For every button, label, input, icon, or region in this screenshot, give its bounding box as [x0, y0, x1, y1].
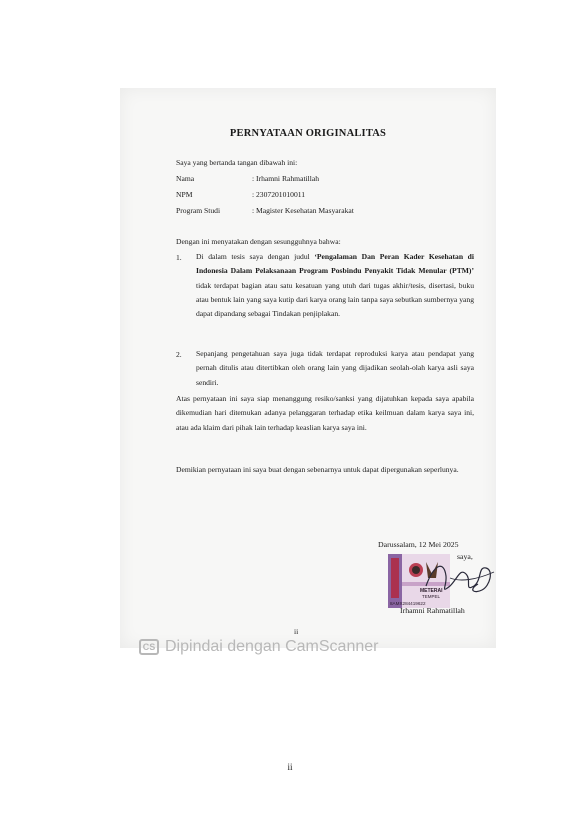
camscanner-logo-icon: CS	[139, 639, 159, 655]
handwritten-signature	[420, 556, 500, 600]
document-title: PERNYATAAN ORIGINALITAS	[229, 128, 387, 139]
place-date: Darussalam, 12 Mei 2025	[378, 540, 459, 549]
stamp-code: 8AMX284419622	[390, 601, 426, 606]
field-value: : 2307201010011	[252, 190, 306, 199]
field-label: NPM	[176, 190, 193, 199]
item-text: Di dalam tesis saya dengan judul	[196, 252, 315, 261]
intro-text: Saya yang bertanda tangan dibawah ini:	[176, 158, 298, 167]
signer-prefix: saya,	[457, 552, 473, 561]
item-number: 2.	[176, 350, 182, 359]
stamp-label: METERAI	[420, 588, 443, 594]
camscanner-watermark	[139, 636, 378, 658]
field-value: : Magister Kesehatan Masyarakat	[252, 206, 354, 215]
stamp-label: TEMPEL	[422, 594, 441, 599]
closing-paragraph: Demikian pernyataan ini saya buat dengan sebenarnya untuk dapat dipergunakan seperlunya.	[176, 465, 459, 474]
field-label: Program Studi	[176, 206, 221, 215]
field-label: Nama	[176, 174, 195, 183]
sanction-paragraph: Atas pernyataan ini saya siap menanggung resiko/sanksi yang dijatuhkan kepada saya apabila dikemudian hari ditemukan adanya pelanggaran terhadap etika keilmuan dalam karya saya ini, atau ada klaim dari pihak lain terhadap keaslian karya saya ini.	[176, 394, 474, 432]
watermark-text: Dipindai dengan CamScanner	[165, 638, 379, 655]
item-text: tidak terdapat bagian atau satu kesatuan yang utuh dari tugas akhir/tesis, disertasi, buku atau bentuk lain yang saya kutip dari karya orang lain tanpa saya sebutkan sumbernya yang dapat dipandang sebagai Tindakan penjiplakan.	[196, 280, 474, 319]
field-value: : Irhamni Rahmatillah	[252, 174, 320, 183]
declaration-item-2: Sepanjang pengetahuan saya juga tidak terdapat reproduksi karya atau pendapat yang pernah ditulis atau ditertibkan oleh orang lain yang dijadikan seolah-olah karya asli saya sendiri.	[196, 349, 474, 387]
inner-page-number: ii	[294, 627, 299, 636]
signer-name: Irhamni Rahmatillah	[400, 606, 465, 615]
item-number: 1.	[176, 253, 182, 262]
declaration-intro: Dengan ini menyatakan dengan sesungguhnya bahwa:	[176, 237, 341, 246]
declaration-item-1	[196, 250, 474, 321]
thesis-title: ‘Pengalaman Dan Peran Kader Kesehatan di Indonesia Dalam Pelaksanaan Program Posbindu Penyakit Tidak Menular (PTM)’	[196, 252, 474, 276]
page-number: ii	[287, 762, 293, 772]
